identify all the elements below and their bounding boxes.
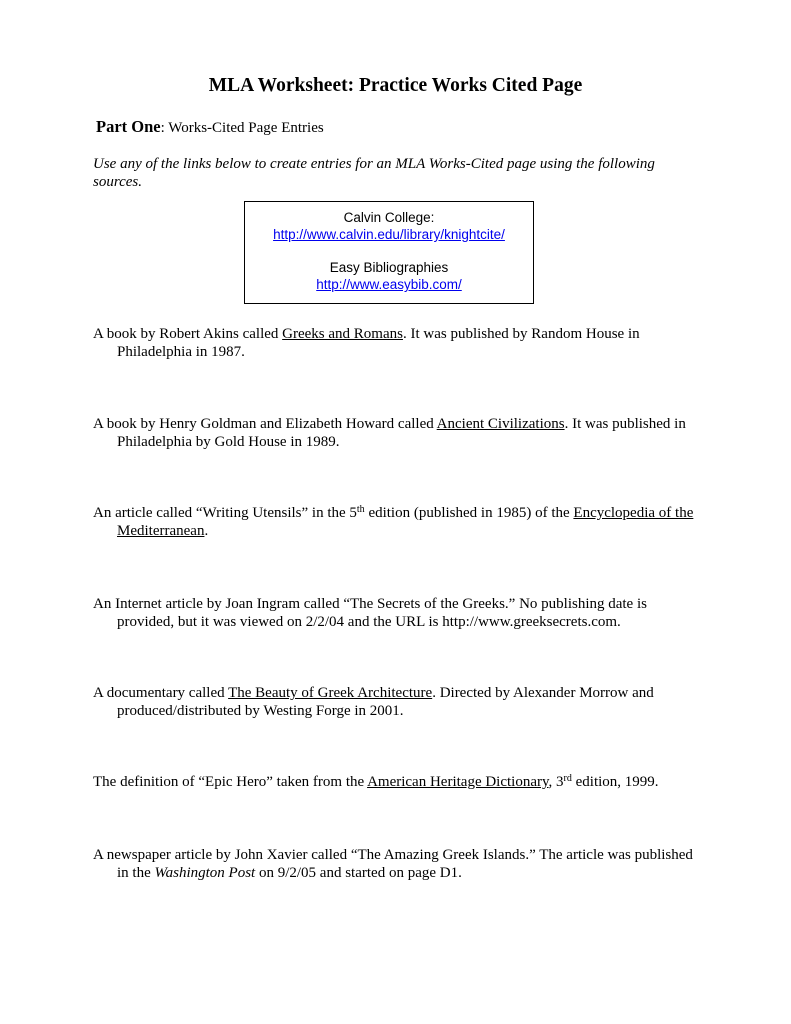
source-text: A book by Robert Akins called: [93, 326, 283, 342]
source-title: American Heritage Dictionary: [367, 774, 549, 790]
part-one-subtitle: : Works-Cited Page Entries: [160, 120, 324, 136]
source-text: A documentary called: [93, 685, 229, 701]
calvin-college-label: Calvin College:: [343, 210, 435, 225]
easybib-link-group: [245, 259, 533, 293]
source-title: Ancient Civilizations: [436, 416, 565, 432]
worksheet-title: MLA Worksheet: Practice Works Cited Page: [208, 75, 583, 96]
ordinal-suffix: rd: [563, 773, 572, 784]
source-text: . It was published in Philadelphia by Gold House in 1989.: [117, 416, 686, 450]
source-entry-documentary: [93, 684, 703, 720]
source-text: An article called “Writing Utensils” in the 5: [93, 505, 357, 521]
source-text: .: [204, 523, 209, 539]
source-entry-internet-article: [93, 595, 703, 631]
calvin-college-link[interactable]: http://www.calvin.edu/library/knightcite/: [273, 227, 505, 242]
source-entry-book-akins: [93, 325, 703, 361]
source-text: An Internet article by Joan Ingram called “The Secrets of the Greeks.” No publishing date is provided, but it was viewed on 2/2/04 and the URL is http://www.greeksecrets.com.: [93, 596, 647, 630]
source-text: . Directed by Alexander Morrow and produced/distributed by Westing Forge in 2001.: [117, 685, 654, 719]
source-text: edition, 1999.: [571, 774, 659, 790]
source-text: A book by Henry Goldman and Elizabeth Howard called: [93, 416, 437, 432]
source-title: Greeks and Romans: [282, 326, 403, 342]
part-one-heading: [96, 117, 324, 137]
source-entry-newspaper-article: [93, 846, 703, 882]
citation-links-box: [244, 201, 534, 304]
source-title: The Beauty of Greek Architecture: [228, 685, 433, 701]
instructions-text: Use any of the links below to create entries for an MLA Works-Cited page using the following sources.: [93, 156, 655, 190]
source-text: A newspaper article by John Xavier called “The Amazing Greek Islands.” The article was published in the: [93, 847, 693, 881]
source-entry-dictionary-definition: [93, 773, 703, 791]
source-text: edition (published in 1985) of the: [364, 505, 574, 521]
source-text: , 3: [548, 774, 564, 790]
source-title: Encyclopedia of the Mediterranean: [117, 505, 694, 539]
part-one-label: Part One: [96, 117, 161, 136]
source-entry-encyclopedia-article: [93, 504, 703, 540]
newspaper-name: Washington Post: [154, 865, 256, 881]
source-text: The definition of “Epic Hero” taken from the: [93, 774, 368, 790]
source-text: on 9/2/05 and started on page D1.: [255, 865, 462, 881]
easybib-label: Easy Bibliographies: [329, 260, 449, 275]
ordinal-suffix: th: [356, 504, 365, 515]
source-text: . It was published by Random House in Philadelphia in 1987.: [117, 326, 640, 360]
easybib-link[interactable]: http://www.easybib.com/: [316, 277, 462, 292]
calvin-college-link-group: [245, 209, 533, 243]
source-entry-book-goldman: [93, 415, 703, 451]
